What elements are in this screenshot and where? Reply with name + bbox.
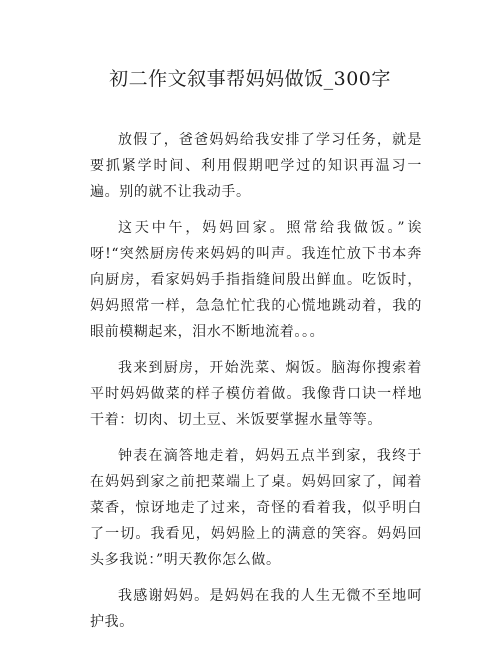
article-body — [90, 127, 422, 645]
paragraph-3: 我来到厨房，开始洗菜、焖饭。脑海你搜索着平时妈妈做菜的样子模仿着做。我像背口诀一样地干着：切肉、切土豆、米饭要掌握水量等等。 — [90, 360, 422, 428]
paragraph-4: 钟表在滴答地走着，妈妈五点半到家，我终于在妈妈到家之前把菜端上了桌。妈妈回家了，闻着菜香，惊讶地走了过来，奇怪的看着我，似乎明白了一切。我看见，妈妈脸上的满意的笑容。妈妈回头多我说：”明天教你怎么做。 — [90, 448, 422, 568]
page-title: 初二作文叙事帮妈妈做饭_300字 — [109, 68, 391, 90]
paragraph-1: 放假了，爸爸妈妈给我安排了学习任务，就是要抓紧学时间、利用假期吧学过的知识再温习一遍。别的就不让我动手。 — [90, 132, 422, 200]
paragraph-5: 我感谢妈妈。是妈妈在我的人生无微不至地呵护我。 — [90, 588, 422, 630]
paragraph-2: 这天中午，妈妈回家。照常给我做饭。”诶呀!“突然厨房传来妈妈的叫声。我连忙放下书本奔向厨房，看家妈妈手指指缝间殷出鲜血。吃饭时，妈妈照常一样，急急忙忙我的心慌地跳动着，我的眼前模糊起来，泪水不断地流着。。。 — [90, 220, 422, 340]
